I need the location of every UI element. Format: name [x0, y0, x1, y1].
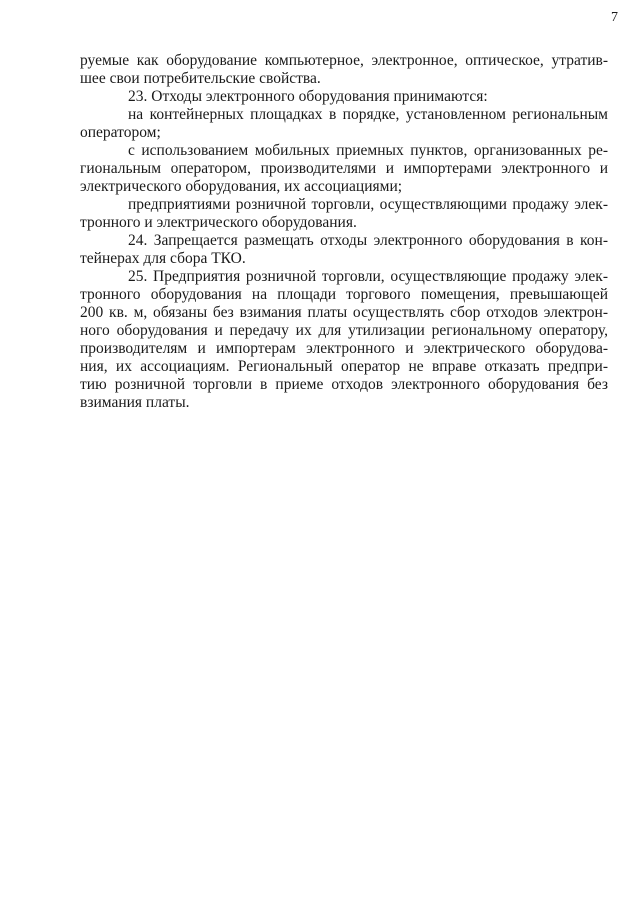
text-line: оператором;: [80, 124, 161, 141]
text-line: тронного оборудования на площади торгового помещения, превышающей: [80, 286, 608, 303]
page-number: 7: [611, 10, 618, 25]
text-line: 25. Предприятия розничной торговли, осуществляющие продажу элек-: [128, 268, 608, 285]
text-line: электрического оборудования, их ассоциациями;: [80, 178, 403, 195]
text-line: на контейнерных площадках в порядке, установленном региональным: [128, 106, 608, 123]
text-line: производителям и импортерам электронного и электрического оборудова-: [80, 340, 608, 357]
text-line: 23. Отходы электронного оборудования принимаются:: [128, 88, 488, 105]
text-line: взимания платы.: [80, 394, 190, 411]
text-line: тию розничной торговли в приеме отходов электронного оборудования без: [80, 376, 608, 393]
text-line: ного оборудования и передачу их для утилизации региональному оператору,: [80, 322, 608, 339]
text-line: гиональным оператором, производителями и импортерами электронного и: [80, 160, 608, 177]
text-line: 200 кв. м, обязаны без взимания платы осуществлять сбор отходов электрон-: [80, 304, 608, 321]
text-line: с использованием мобильных приемных пунктов, организованных ре-: [128, 142, 608, 159]
text-line: шее свои потребительские свойства.: [80, 70, 321, 87]
text-line: руемые как оборудование компьютерное, электронное, оптическое, утратив-: [80, 52, 608, 69]
text-line: тейнерах для сбора ТКО.: [80, 250, 246, 267]
text-line: тронного и электрического оборудования.: [80, 214, 357, 231]
text-line: 24. Запрещается размещать отходы электронного оборудования в кон-: [128, 232, 608, 249]
text-line: ния, их ассоциациям. Региональный оператор не вправе отказать предпри-: [80, 358, 608, 375]
text-line: предприятиями розничной торговли, осуществляющими продажу элек-: [128, 196, 608, 213]
